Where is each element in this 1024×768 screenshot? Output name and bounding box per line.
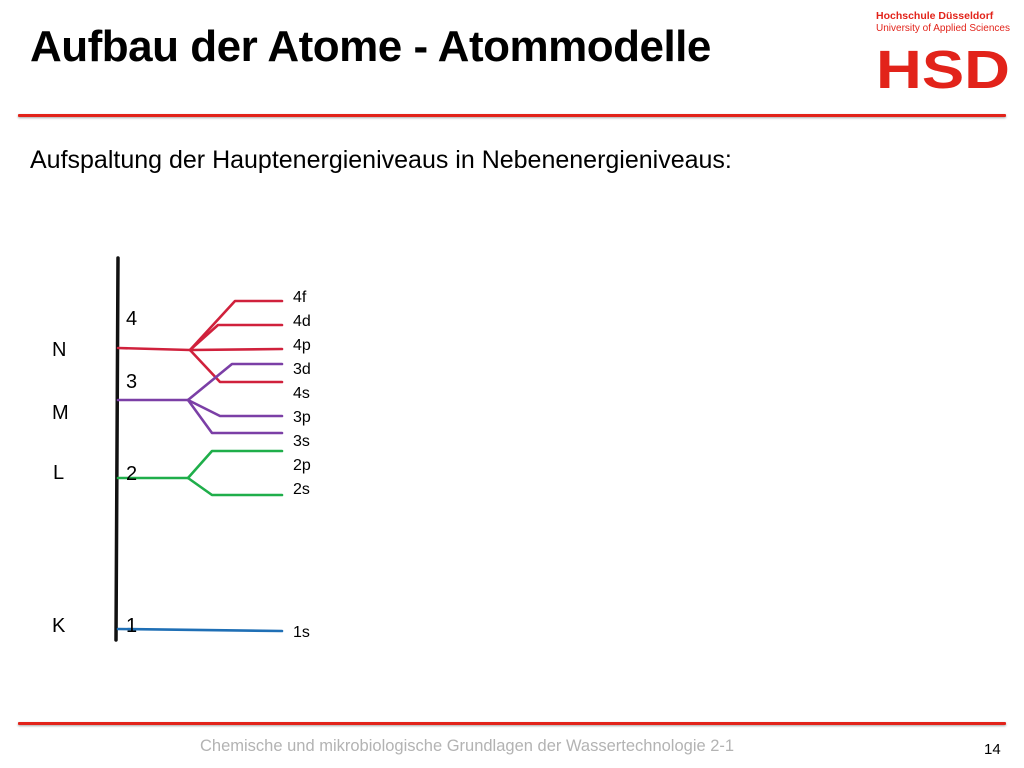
- sublevel-label-4f: 4f: [293, 289, 307, 306]
- sublevel-label-4d: 4d: [293, 313, 311, 330]
- branch-4p: [190, 349, 282, 350]
- sublevel-label-2p: 2p: [293, 457, 311, 474]
- sublevel-label-3d: 3d: [293, 361, 311, 378]
- shell-n-main-line: [118, 348, 190, 350]
- shell-n-branches: [118, 301, 282, 382]
- branch-4s: [190, 350, 282, 382]
- shell-number-1: 1: [126, 615, 138, 637]
- shell-k-line: [118, 629, 282, 631]
- sublevel-label-3p: 3p: [293, 409, 311, 426]
- shell-m-branches: [118, 364, 282, 433]
- sublevel-label-2s: 2s: [293, 481, 310, 498]
- slide-title: Aufbau der Atome - Atommodelle: [30, 22, 711, 71]
- footer-rule: [18, 722, 1006, 725]
- energy-axis: [116, 258, 118, 640]
- shell-number-4: 4: [126, 308, 138, 330]
- shell-l-branches: [118, 451, 282, 495]
- slide-subtitle: Aufspaltung der Hauptenergieniveaus in Nebenenergieniveaus:: [30, 146, 732, 174]
- shell-number-3: 3: [126, 371, 138, 393]
- footer-course-title: Chemische und mikrobiologische Grundlagen der Wassertechnologie 2-1: [200, 737, 735, 755]
- sublevel-label-4p: 4p: [293, 337, 311, 354]
- shell-label-k: K: [52, 615, 66, 637]
- sublevel-label-3s: 3s: [293, 433, 310, 450]
- shell-label-n: N: [52, 339, 67, 361]
- page-number: 14: [984, 741, 1001, 758]
- branch-2s: [188, 478, 282, 495]
- shell-label-l: L: [53, 462, 65, 484]
- logo-university-subtitle: University of Applied Sciences: [876, 23, 1010, 34]
- branch-3p: [188, 400, 282, 416]
- sublevel-label-1s: 1s: [293, 624, 310, 641]
- branch-2p: [188, 451, 282, 478]
- sublevel-label-4s: 4s: [293, 385, 310, 402]
- hsd-logo-letters: HSD: [876, 42, 1010, 94]
- shell-label-m: M: [52, 402, 69, 424]
- branch-4d: [190, 325, 282, 350]
- shell-number-2: 2: [126, 463, 138, 485]
- logo-university-name: Hochschule Düsseldorf: [876, 10, 994, 22]
